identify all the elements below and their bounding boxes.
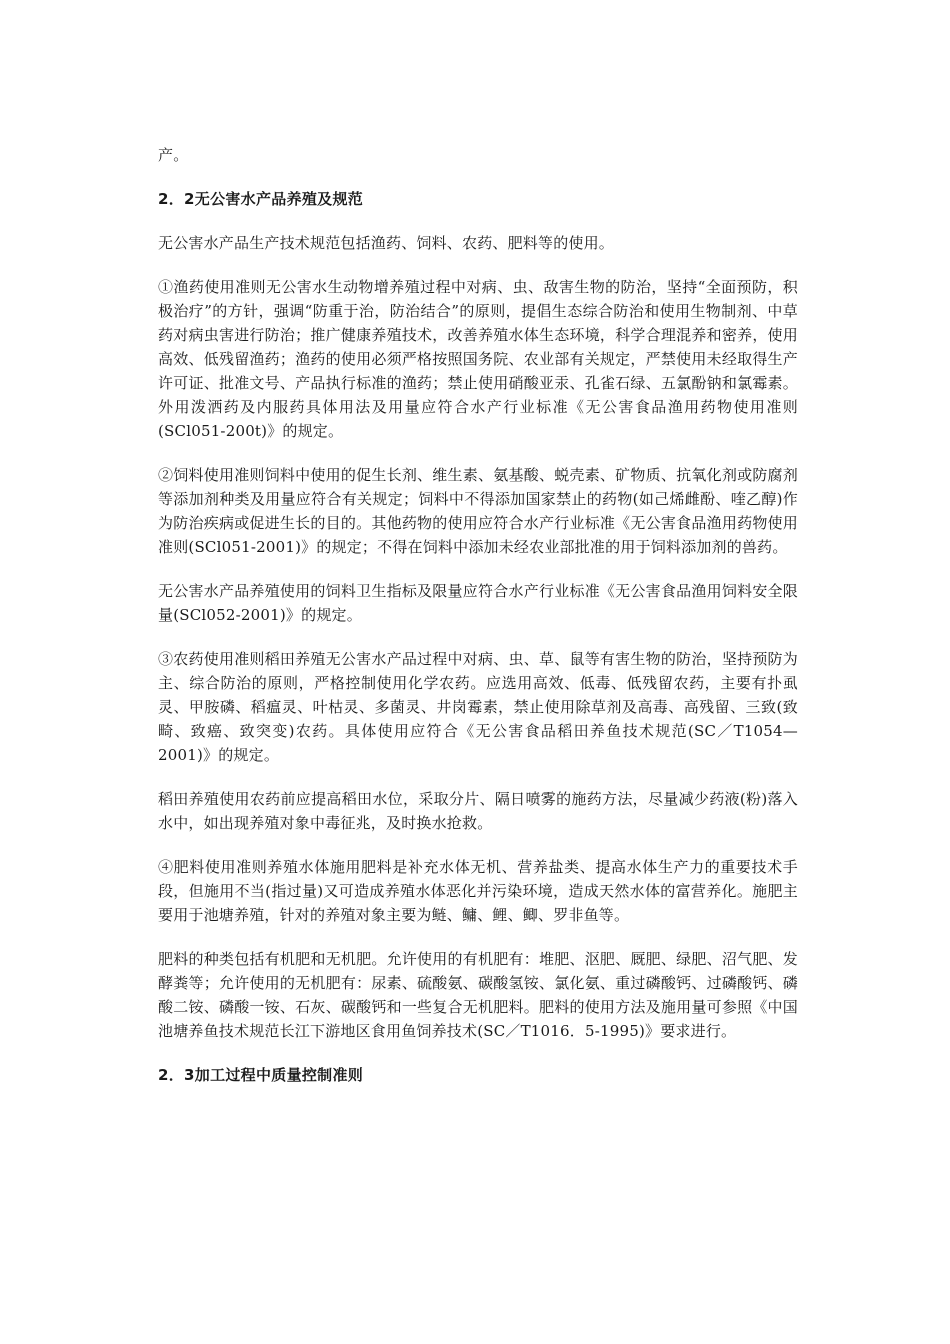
paragraph-fertilizer: ④肥料使用准则养殖水体施用肥料是补充水体无机、营养盐类、提高水体生产力的重要技术手段，但施用不当(指过量)又可造成养殖水体恶化并污染环境，造成天然水体的富营养化。施肥主要用于池塘养殖，针对的养殖对象主要为鲢、鳙、鲤、鲫、罗非鱼等。 [158, 858, 798, 924]
paragraph-feed-hygiene: 无公害水产品养殖使用的饲料卫生指标及限量应符合水产行业标准《无公害食品渔用饲料安全限量(SCl052-2001)》的规定。 [158, 582, 798, 624]
paragraph-continuation: 产。 [158, 146, 189, 164]
section-heading-2-2: 2．2无公害水产品养殖及规范 [158, 190, 364, 208]
paragraph-fishery-drug: ①渔药使用准则无公害水生动物增养殖过程中对病、虫、敌害生物的防治，坚持“全面预防，积极治疗”的方针，强调“防重于治，防治结合”的原则，提倡生态综合防治和使用生物制剂、中草药对病虫害进行防治；推广健康养殖技术，改善养殖水体生态环境，科学合理混养和密养，使用高效、低残留渔药；渔药的使用必须严格按照国务院、农业部有关规定，严禁使用未经取得生产许可证、批准文号、产品执行标准的渔药；禁止使用硝酸亚汞、孔雀石绿、五氯酚钠和氯霉素。外用泼洒药及内服药具体用法及用量应符合水产行业标准《无公害食品渔用药物使用准则(SCl051-200t)》的规定。 [158, 278, 798, 440]
section-heading-2-3: 2．3加工过程中质量控制准则 [158, 1066, 364, 1084]
paragraph-fertilizer-types: 肥料的种类包括有机肥和无机肥。允许使用的有机肥有：堆肥、沤肥、厩肥、绿肥、沼气肥、发酵粪等；允许使用的无机肥有：尿素、硫酸氨、碳酸氢铵、氯化氨、重过磷酸钙、过磷酸钙、磷酸二铵、磷酸一铵、石灰、碳酸钙和一些复合无机肥料。肥料的使用方法及施用量可参照《中国池塘养鱼技术规范长江下游地区食用鱼饲养技术(SC／T1016．5-1995)》要求进行。 [158, 950, 798, 1040]
paragraph-pesticide: ③农药使用准则稻田养殖无公害水产品过程中对病、虫、草、鼠等有害生物的防治，坚持预防为主、综合防治的原则，严格控制使用化学农药。应选用高效、低毒、低残留农药，主要有扑虱灵、甲胺磷、稻瘟灵、叶枯灵、多菌灵、井岗霉素，禁止使用除草剂及高毒、高残留、三致(致畸、致癌、致突变)农药。具体使用应符合《无公害食品稻田养鱼技术规范(SC／T1054—2001)》的规定。 [158, 650, 798, 764]
paragraph-intro: 无公害水产品生产技术规范包括渔药、饲料、农药、肥料等的使用。 [158, 234, 615, 252]
paragraph-pesticide-application: 稻田养殖使用农药前应提高稻田水位，采取分片、隔日喷雾的施药方法，尽量减少药液(粉)落入水中，如出现养殖对象中毒征兆，及时换水抢救。 [158, 790, 798, 832]
paragraph-feed: ②饲料使用准则饲料中使用的促生长剂、维生素、氨基酸、蜕壳素、矿物质、抗氧化剂或防腐剂等添加剂种类及用量应符合有关规定；饲料中不得添加国家禁止的药物(如己烯雌酚、喹乙醇)作为防治疾病或促进生长的目的。其他药物的使用应符合水产行业标准《无公害食品渔用药物使用准则(SCl051-2001)》的规定；不得在饲料中添加未经农业部批准的用于饲料添加剂的兽药。 [158, 466, 798, 556]
document-page [158, 143, 798, 1107]
